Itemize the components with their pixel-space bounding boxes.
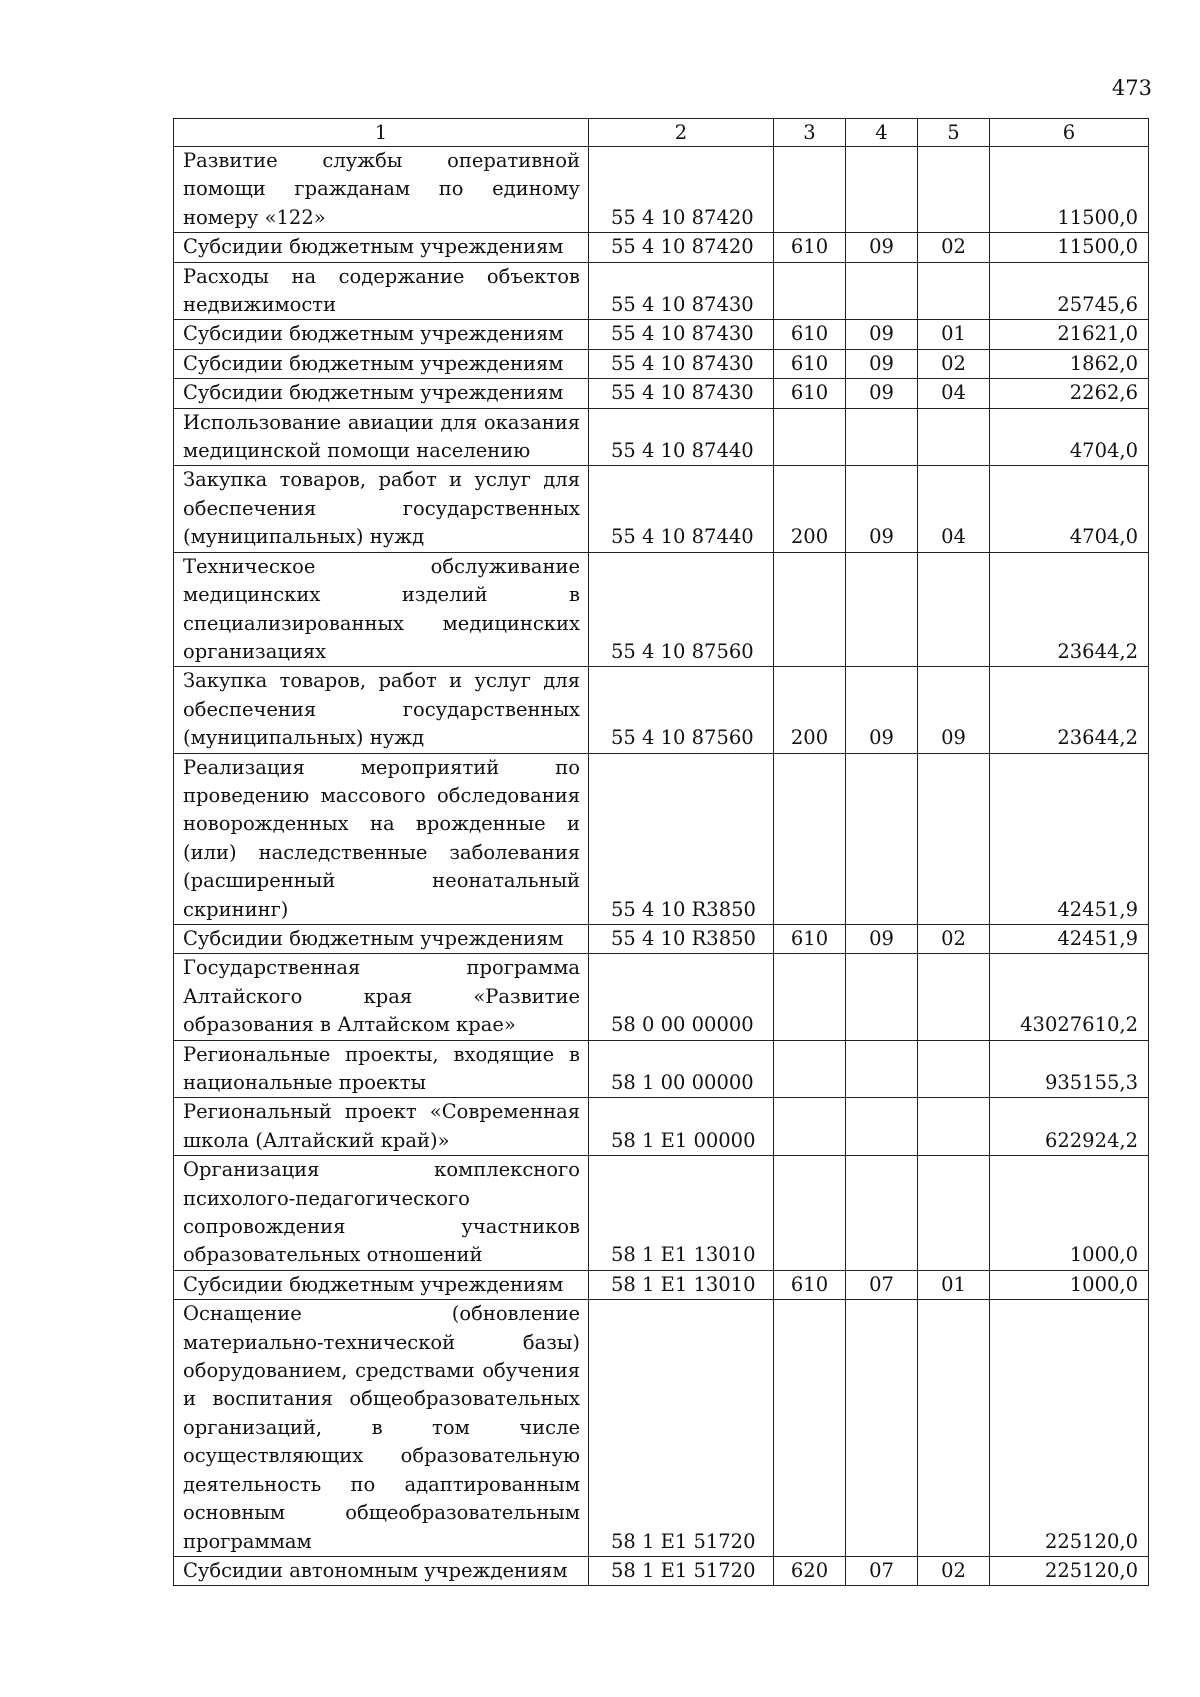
row-code-cell: 55 4 10 R3850 [589, 753, 774, 924]
row-code-cell: 58 1 00 00000 [589, 1040, 774, 1098]
row-name-cell: Расходы на содержание объектов недвижимости [174, 262, 589, 320]
row-code-cell: 55 4 10 87430 [589, 349, 774, 378]
row-col4-cell: 09 [846, 466, 918, 552]
row-col4-cell [846, 1098, 918, 1156]
row-col4-cell: 09 [846, 379, 918, 408]
row-col4-cell: 09 [846, 924, 918, 953]
table-row [174, 349, 1149, 378]
table-row [174, 924, 1149, 953]
row-col5-cell [918, 753, 990, 924]
row-sum-cell: 1862,0 [990, 349, 1149, 378]
table-row [174, 1040, 1149, 1098]
header-cell: 2 [589, 119, 774, 147]
row-name-cell: Субсидии бюджетным учреждениям [174, 924, 589, 953]
row-sum-cell: 1000,0 [990, 1156, 1149, 1271]
table-row [174, 320, 1149, 349]
table-row [174, 1300, 1149, 1557]
row-name-cell: Организация комплексного психолого-педагогического сопровождения участников образовательных отношений [174, 1156, 589, 1271]
row-col4-cell: 09 [846, 233, 918, 262]
row-name-cell: Региональные проекты, входящие в национальные проекты [174, 1040, 589, 1098]
row-name-cell: Закупка товаров, работ и услуг для обеспечения государственных (муниципальных) нужд [174, 466, 589, 552]
row-col4-cell: 09 [846, 667, 918, 753]
row-col3-cell [774, 147, 846, 233]
row-col3-cell [774, 408, 846, 466]
row-col3-cell [774, 1300, 846, 1557]
row-sum-cell: 1000,0 [990, 1270, 1149, 1299]
row-sum-cell: 935155,3 [990, 1040, 1149, 1098]
row-col4-cell [846, 1300, 918, 1557]
row-name-cell: Реализация мероприятий по проведению массового обследования новорожденных на врожденные и (или) наследственные заболевания (расширенный неонатальный скрининг) [174, 753, 589, 924]
row-col5-cell [918, 1300, 990, 1557]
row-name-cell: Техническое обслуживание медицинских изделий в специализированных медицинских организациях [174, 552, 589, 667]
row-col5-cell: 02 [918, 349, 990, 378]
table-row [174, 1270, 1149, 1299]
row-code-cell: 58 1 E1 13010 [589, 1270, 774, 1299]
row-code-cell: 55 4 10 87420 [589, 147, 774, 233]
row-code-cell: 55 4 10 87430 [589, 262, 774, 320]
row-col5-cell [918, 262, 990, 320]
row-col3-cell [774, 1098, 846, 1156]
row-name-cell: Субсидии бюджетным учреждениям [174, 233, 589, 262]
row-name-cell: Региональный проект «Современная школа (Алтайский край)» [174, 1098, 589, 1156]
row-code-cell: 55 4 10 87430 [589, 379, 774, 408]
row-col5-cell: 09 [918, 667, 990, 753]
row-sum-cell: 42451,9 [990, 753, 1149, 924]
table-row [174, 954, 1149, 1040]
row-col3-cell: 610 [774, 1270, 846, 1299]
row-col3-cell: 610 [774, 349, 846, 378]
row-col3-cell: 610 [774, 233, 846, 262]
row-name-cell: Субсидии бюджетным учреждениям [174, 379, 589, 408]
header-cell: 1 [174, 119, 589, 147]
row-col4-cell: 07 [846, 1556, 918, 1585]
row-sum-cell: 4704,0 [990, 466, 1149, 552]
row-sum-cell: 23644,2 [990, 667, 1149, 753]
row-col3-cell: 200 [774, 466, 846, 552]
row-sum-cell: 11500,0 [990, 233, 1149, 262]
row-sum-cell: 21621,0 [990, 320, 1149, 349]
row-sum-cell: 23644,2 [990, 552, 1149, 667]
row-col5-cell [918, 1040, 990, 1098]
row-col3-cell [774, 552, 846, 667]
row-code-cell: 55 4 10 87430 [589, 320, 774, 349]
header-cell: 4 [846, 119, 918, 147]
table-row [174, 408, 1149, 466]
row-col3-cell [774, 1156, 846, 1271]
row-col4-cell: 09 [846, 349, 918, 378]
row-code-cell: 55 4 10 R3850 [589, 924, 774, 953]
row-sum-cell: 225120,0 [990, 1556, 1149, 1585]
row-col5-cell: 02 [918, 924, 990, 953]
table-row [174, 379, 1149, 408]
row-code-cell: 55 4 10 87560 [589, 552, 774, 667]
row-name-cell: Субсидии автономным учреждениям [174, 1556, 589, 1585]
row-col4-cell [846, 1040, 918, 1098]
table-row [174, 1098, 1149, 1156]
row-col3-cell [774, 262, 846, 320]
row-col3-cell: 620 [774, 1556, 846, 1585]
row-col3-cell: 200 [774, 667, 846, 753]
row-code-cell: 58 0 00 00000 [589, 954, 774, 1040]
row-col5-cell [918, 408, 990, 466]
row-col5-cell: 01 [918, 320, 990, 349]
row-sum-cell: 11500,0 [990, 147, 1149, 233]
table-row [174, 667, 1149, 753]
header-cell: 6 [990, 119, 1149, 147]
row-col3-cell: 610 [774, 379, 846, 408]
row-col3-cell [774, 753, 846, 924]
row-col5-cell [918, 954, 990, 1040]
row-col5-cell [918, 1156, 990, 1271]
row-col3-cell: 610 [774, 924, 846, 953]
header-cell: 5 [918, 119, 990, 147]
row-col5-cell: 02 [918, 233, 990, 262]
row-col4-cell [846, 753, 918, 924]
row-col4-cell [846, 954, 918, 1040]
row-col5-cell [918, 1098, 990, 1156]
row-col5-cell: 01 [918, 1270, 990, 1299]
table-header-row [174, 119, 1149, 147]
row-col5-cell: 04 [918, 466, 990, 552]
row-col5-cell [918, 552, 990, 667]
row-code-cell: 55 4 10 87440 [589, 466, 774, 552]
row-sum-cell: 2262,6 [990, 379, 1149, 408]
row-col4-cell [846, 408, 918, 466]
row-name-cell: Развитие службы оперативной помощи гражданам по единому номеру «122» [174, 147, 589, 233]
row-code-cell: 55 4 10 87440 [589, 408, 774, 466]
row-col5-cell: 02 [918, 1556, 990, 1585]
table-row [174, 1556, 1149, 1585]
table-row [174, 147, 1149, 233]
table-row [174, 753, 1149, 924]
table-row [174, 233, 1149, 262]
row-code-cell: 55 4 10 87560 [589, 667, 774, 753]
row-col5-cell [918, 147, 990, 233]
header-cell: 3 [774, 119, 846, 147]
row-sum-cell: 622924,2 [990, 1098, 1149, 1156]
row-code-cell: 55 4 10 87420 [589, 233, 774, 262]
row-name-cell: Государственная программа Алтайского края «Развитие образования в Алтайском крае» [174, 954, 589, 1040]
row-code-cell: 58 1 E1 13010 [589, 1156, 774, 1271]
row-name-cell: Субсидии бюджетным учреждениям [174, 349, 589, 378]
row-col4-cell [846, 552, 918, 667]
row-col5-cell: 04 [918, 379, 990, 408]
table-row [174, 1156, 1149, 1271]
row-sum-cell: 43027610,2 [990, 954, 1149, 1040]
row-sum-cell: 42451,9 [990, 924, 1149, 953]
row-name-cell: Оснащение (обновление материально-технической базы) оборудованием, средствами обучения и воспитания общеобразовательных организаций, в том числе осуществляющих образовательную деятельность по адаптированным основным общеобразовательным программам [174, 1300, 589, 1557]
table-row [174, 466, 1149, 552]
row-col4-cell [846, 1156, 918, 1271]
row-sum-cell: 25745,6 [990, 262, 1149, 320]
table-row [174, 552, 1149, 667]
row-col4-cell [846, 262, 918, 320]
row-name-cell: Субсидии бюджетным учреждениям [174, 320, 589, 349]
row-name-cell: Субсидии бюджетным учреждениям [174, 1270, 589, 1299]
row-col3-cell [774, 954, 846, 1040]
page-number: 473 [1111, 76, 1152, 100]
row-sum-cell: 4704,0 [990, 408, 1149, 466]
row-col4-cell [846, 147, 918, 233]
row-col3-cell [774, 1040, 846, 1098]
row-code-cell: 58 1 E1 51720 [589, 1556, 774, 1585]
table-row [174, 262, 1149, 320]
row-name-cell: Использование авиации для оказания медицинской помощи населению [174, 408, 589, 466]
row-col4-cell: 07 [846, 1270, 918, 1299]
row-code-cell: 58 1 E1 00000 [589, 1098, 774, 1156]
row-col4-cell: 09 [846, 320, 918, 349]
row-code-cell: 58 1 E1 51720 [589, 1300, 774, 1557]
row-sum-cell: 225120,0 [990, 1300, 1149, 1557]
budget-table [173, 118, 1149, 1586]
row-name-cell: Закупка товаров, работ и услуг для обеспечения государственных (муниципальных) нужд [174, 667, 589, 753]
row-col3-cell: 610 [774, 320, 846, 349]
